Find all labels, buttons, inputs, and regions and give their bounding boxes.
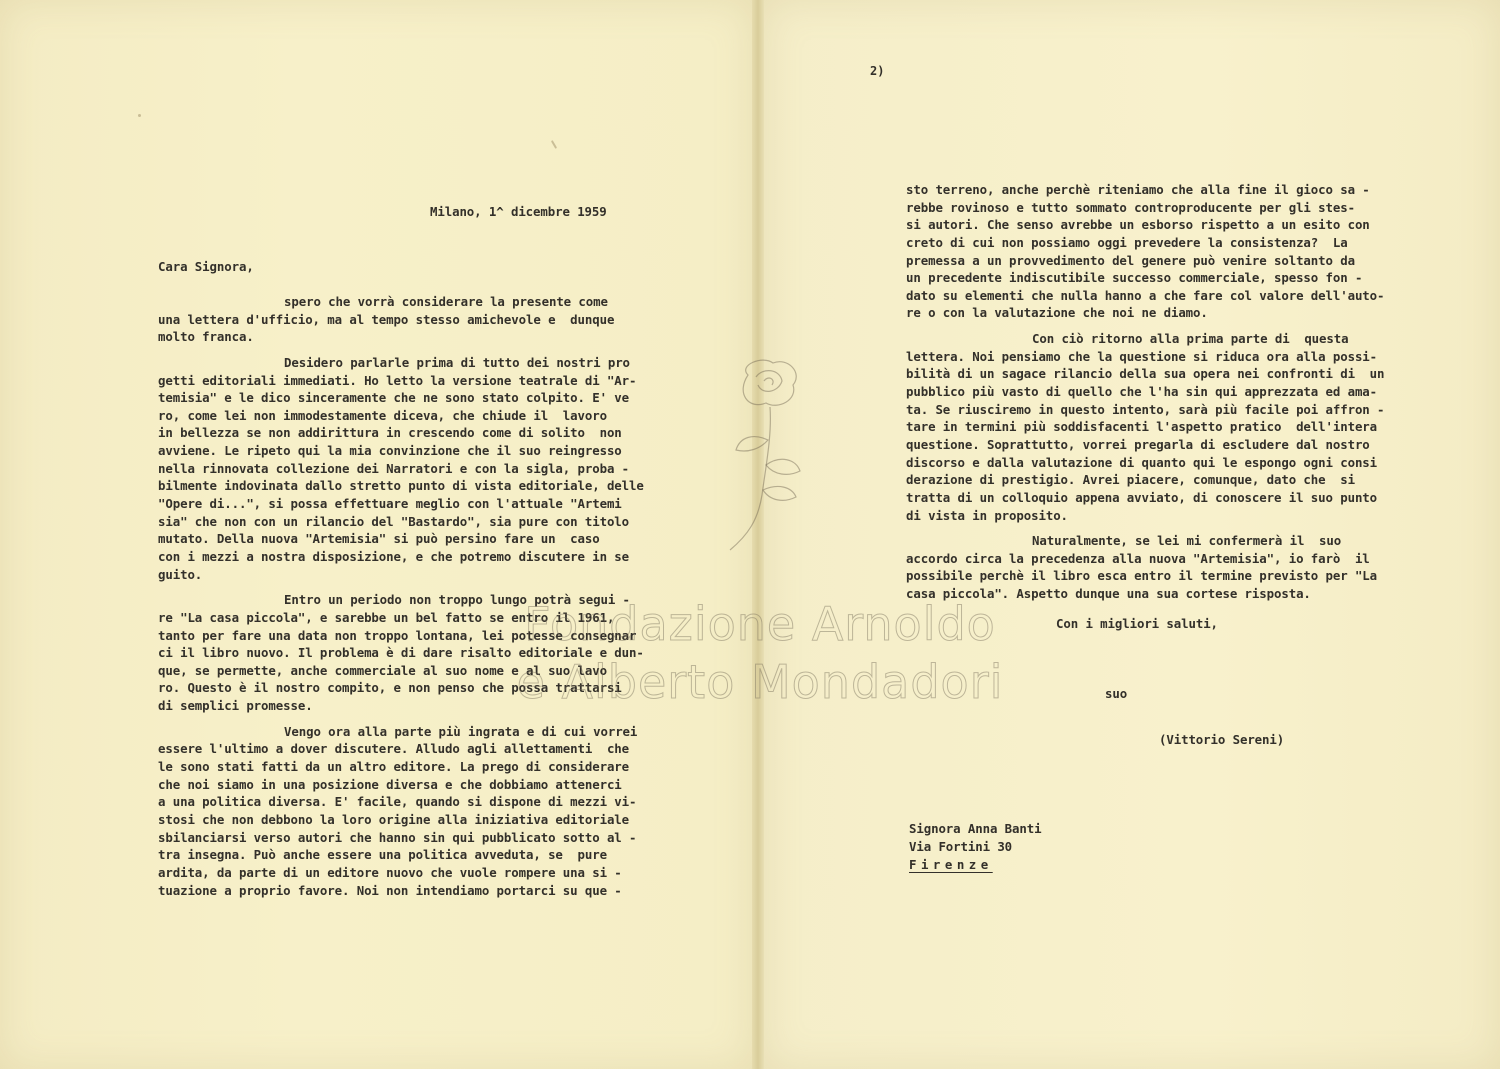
letter-line: che noi siamo in una posizione diversa e che dobbiamo attenerci [158, 776, 622, 792]
letter-line: tanto per fare una data non troppo lontana, lei potesse consegnar [158, 627, 637, 643]
letter-line: sto terreno, anche perchè riteniamo che alla fine il gioco sa - [906, 182, 1370, 197]
letter-line: sia" che non con un rilancio del "Bastardo", sia pure con titolo [158, 513, 630, 529]
letter-line: getti editoriali immediati. Ho letto la versione teatrale di "Ar- [158, 372, 637, 388]
letter-line: possibile perchè il libro esca entro il termine previsto per "La [906, 568, 1378, 584]
letter-line: Con ciò ritorno alla prima parte di questa [1032, 331, 1349, 347]
letter-line: discorso e dalla valutazione di quanto qui le espongo ogni consi [906, 454, 1378, 470]
closing: Con i migliori saluti, [1056, 616, 1218, 631]
paragraph-gap [158, 583, 648, 591]
rose-watermark-icon [718, 355, 818, 555]
letter-line: premessa a un provvedimento del genere può venire soltanto da [906, 252, 1355, 268]
letter-line: sbilanciarsi verso autori che hanno sin qui pubblicato sotto al - [158, 829, 637, 845]
letter-line: Naturalmente, se lei mi confermerà il suo [1032, 533, 1342, 549]
letter-line: creto di cui non possiamo oggi prevedere la consistenza? La [906, 234, 1348, 250]
letter-line: ardita, da parte di un editore nuovo che vuole rompere una si - [158, 864, 622, 880]
letter-line: in bellezza se non addirittura in crescendo come di solito non [158, 425, 622, 441]
letter-line: casa piccola". Aspetto dunque una sua cortese risposta. [906, 586, 1311, 602]
paragraph-gap [906, 524, 1396, 532]
address-street: Via Fortini 30 [909, 839, 1013, 854]
letter-line: lettera. Noi pensiamo che la questione si riduca ora alla possi- [906, 348, 1378, 364]
letter-line: un precedente indiscutibile successo commerciale, spesso fon - [906, 270, 1363, 286]
letter-line: temisia" e le dico sinceramente che ne sono stato colpito. E' ve [158, 390, 630, 406]
letter-line: spero che vorrà considerare la presente come [284, 294, 608, 309]
letter-line: bilità di un sagace rilancio della sua opera nei confronti di un [906, 366, 1385, 382]
letter-line: tuazione a proprio favore. Noi non intendiamo portarci su que - [158, 882, 622, 898]
letter-line: dato su elementi che nulla hanno a che fare col valore dell'auto- [906, 287, 1385, 303]
letter-line: Entro un periodo non troppo lungo potrà segui - [284, 592, 630, 608]
letter-line: tratta di un colloquio appena avviato, di conoscere il suo punto [906, 489, 1378, 505]
letter-line: tare in termini più soddisfacenti l'aspetto pratico dell'intera [906, 419, 1378, 435]
letter-line: di vista in proposito. [906, 507, 1068, 523]
letter-line: bilmente indovinata dallo stretto punto di vista editoriale, delle [158, 478, 644, 494]
letter-line: di semplici promesse. [158, 698, 313, 714]
watermark-line-2: e Alberto Mondadori [516, 655, 1004, 709]
letter-line: re "La casa piccola", e sarebbe un bel fatto se entro il 1961, [158, 609, 615, 625]
date-line: Milano, 1^ dicembre 1959 [430, 204, 607, 219]
paragraph-gap [158, 715, 648, 723]
letter-line: ci il libro nuovo. Il problema è di dare risalto editoriale e dun- [158, 645, 644, 661]
letter-line: que, se permette, anche commerciale al suo nome e al suo lavo [158, 662, 607, 678]
letter-line: una lettera d'ufficio, ma al tempo stesso amichevole e dunque [158, 311, 615, 327]
letter-line: stosi che non debbono la loro origine alla iniziativa editoriale [158, 811, 630, 827]
page-number: 2) [870, 64, 885, 78]
address-name: Signora Anna Banti [909, 821, 1042, 836]
paragraph-gap [906, 322, 1396, 330]
letter-line: derazione di prestigio. Avrei piacere, comunque, dato che si [906, 472, 1355, 488]
letter-line: accordo circa la precedenza alla nuova "Artemisia", io farò il [906, 550, 1370, 566]
letter-line: Vengo ora alla parte più ingrata e di cui vorrei [284, 723, 638, 739]
letter-line: con i mezzi a nostra disposizione, e che potremo discutere in se [158, 548, 630, 564]
paragraph-gap [158, 346, 648, 354]
letter-line: questione. Soprattutto, vorrei pregarla di escludere dal nostro [906, 436, 1370, 452]
letter-line: si autori. Che senso avrebbe un esborso rispetto a un esito con [906, 217, 1370, 233]
letter-line: re o con la valutazione che noi ne diamo. [906, 305, 1208, 321]
letter-line: le sono stati fatti da un altro editore. La prego di considerare [158, 759, 630, 775]
letter-line: pubblico più vasto di quello che l'ha sin qui apprezzata ed ama- [906, 384, 1378, 400]
recipient-address [909, 820, 1041, 874]
signature: (Vittorio Sereni) [1159, 732, 1285, 747]
letter-line: ro. Questo è il nostro compito, e non penso che possa trattarsi [158, 680, 622, 696]
letter-line: molto franca. [158, 329, 254, 345]
letter-line: "Opere di...", si possa effettuare meglio con l'attuale "Artemi [158, 496, 622, 512]
letter-line: nella rinnovata collezione dei Narratori e con la sigla, proba - [158, 460, 630, 476]
letter-line: a una politica diversa. E' facile, quando si dispone di mezzi vi- [158, 794, 637, 810]
address-city: Firenze [909, 857, 993, 872]
letter-line: ro, come lei non immodestamente diceva, che chiude il lavoro [158, 407, 607, 423]
salutation: Cara Signora, [158, 259, 254, 274]
letter-line: tra insegna. Può anche essere una politica avveduta, se pure [158, 847, 607, 863]
closing-suo: suo [1105, 686, 1128, 701]
letter-line: mutato. Della nuova "Artemisia" si può persino fare un caso [158, 531, 600, 547]
letter-line: guito. [158, 566, 203, 582]
letter-body-right [906, 181, 1396, 603]
letter-line: rebbe rovinoso e tutto sommato controproducente per gli stes- [906, 199, 1355, 215]
paper-speck [138, 114, 141, 117]
letter-line: Desidero parlarle prima di tutto dei nostri pro [284, 354, 630, 370]
watermark-line-1: Fondazione Arnoldo [524, 597, 996, 651]
letter-line: ta. Se riusciremo in questo intento, sarà più facile poi affron - [906, 401, 1385, 417]
archive-watermark [500, 595, 1020, 711]
letter-line: avviene. Le ripeto qui la mia convinzione che il suo reingresso [158, 443, 622, 459]
letter-line: essere l'ultimo a dover discutere. Alludo agli allettamenti che [158, 741, 630, 757]
